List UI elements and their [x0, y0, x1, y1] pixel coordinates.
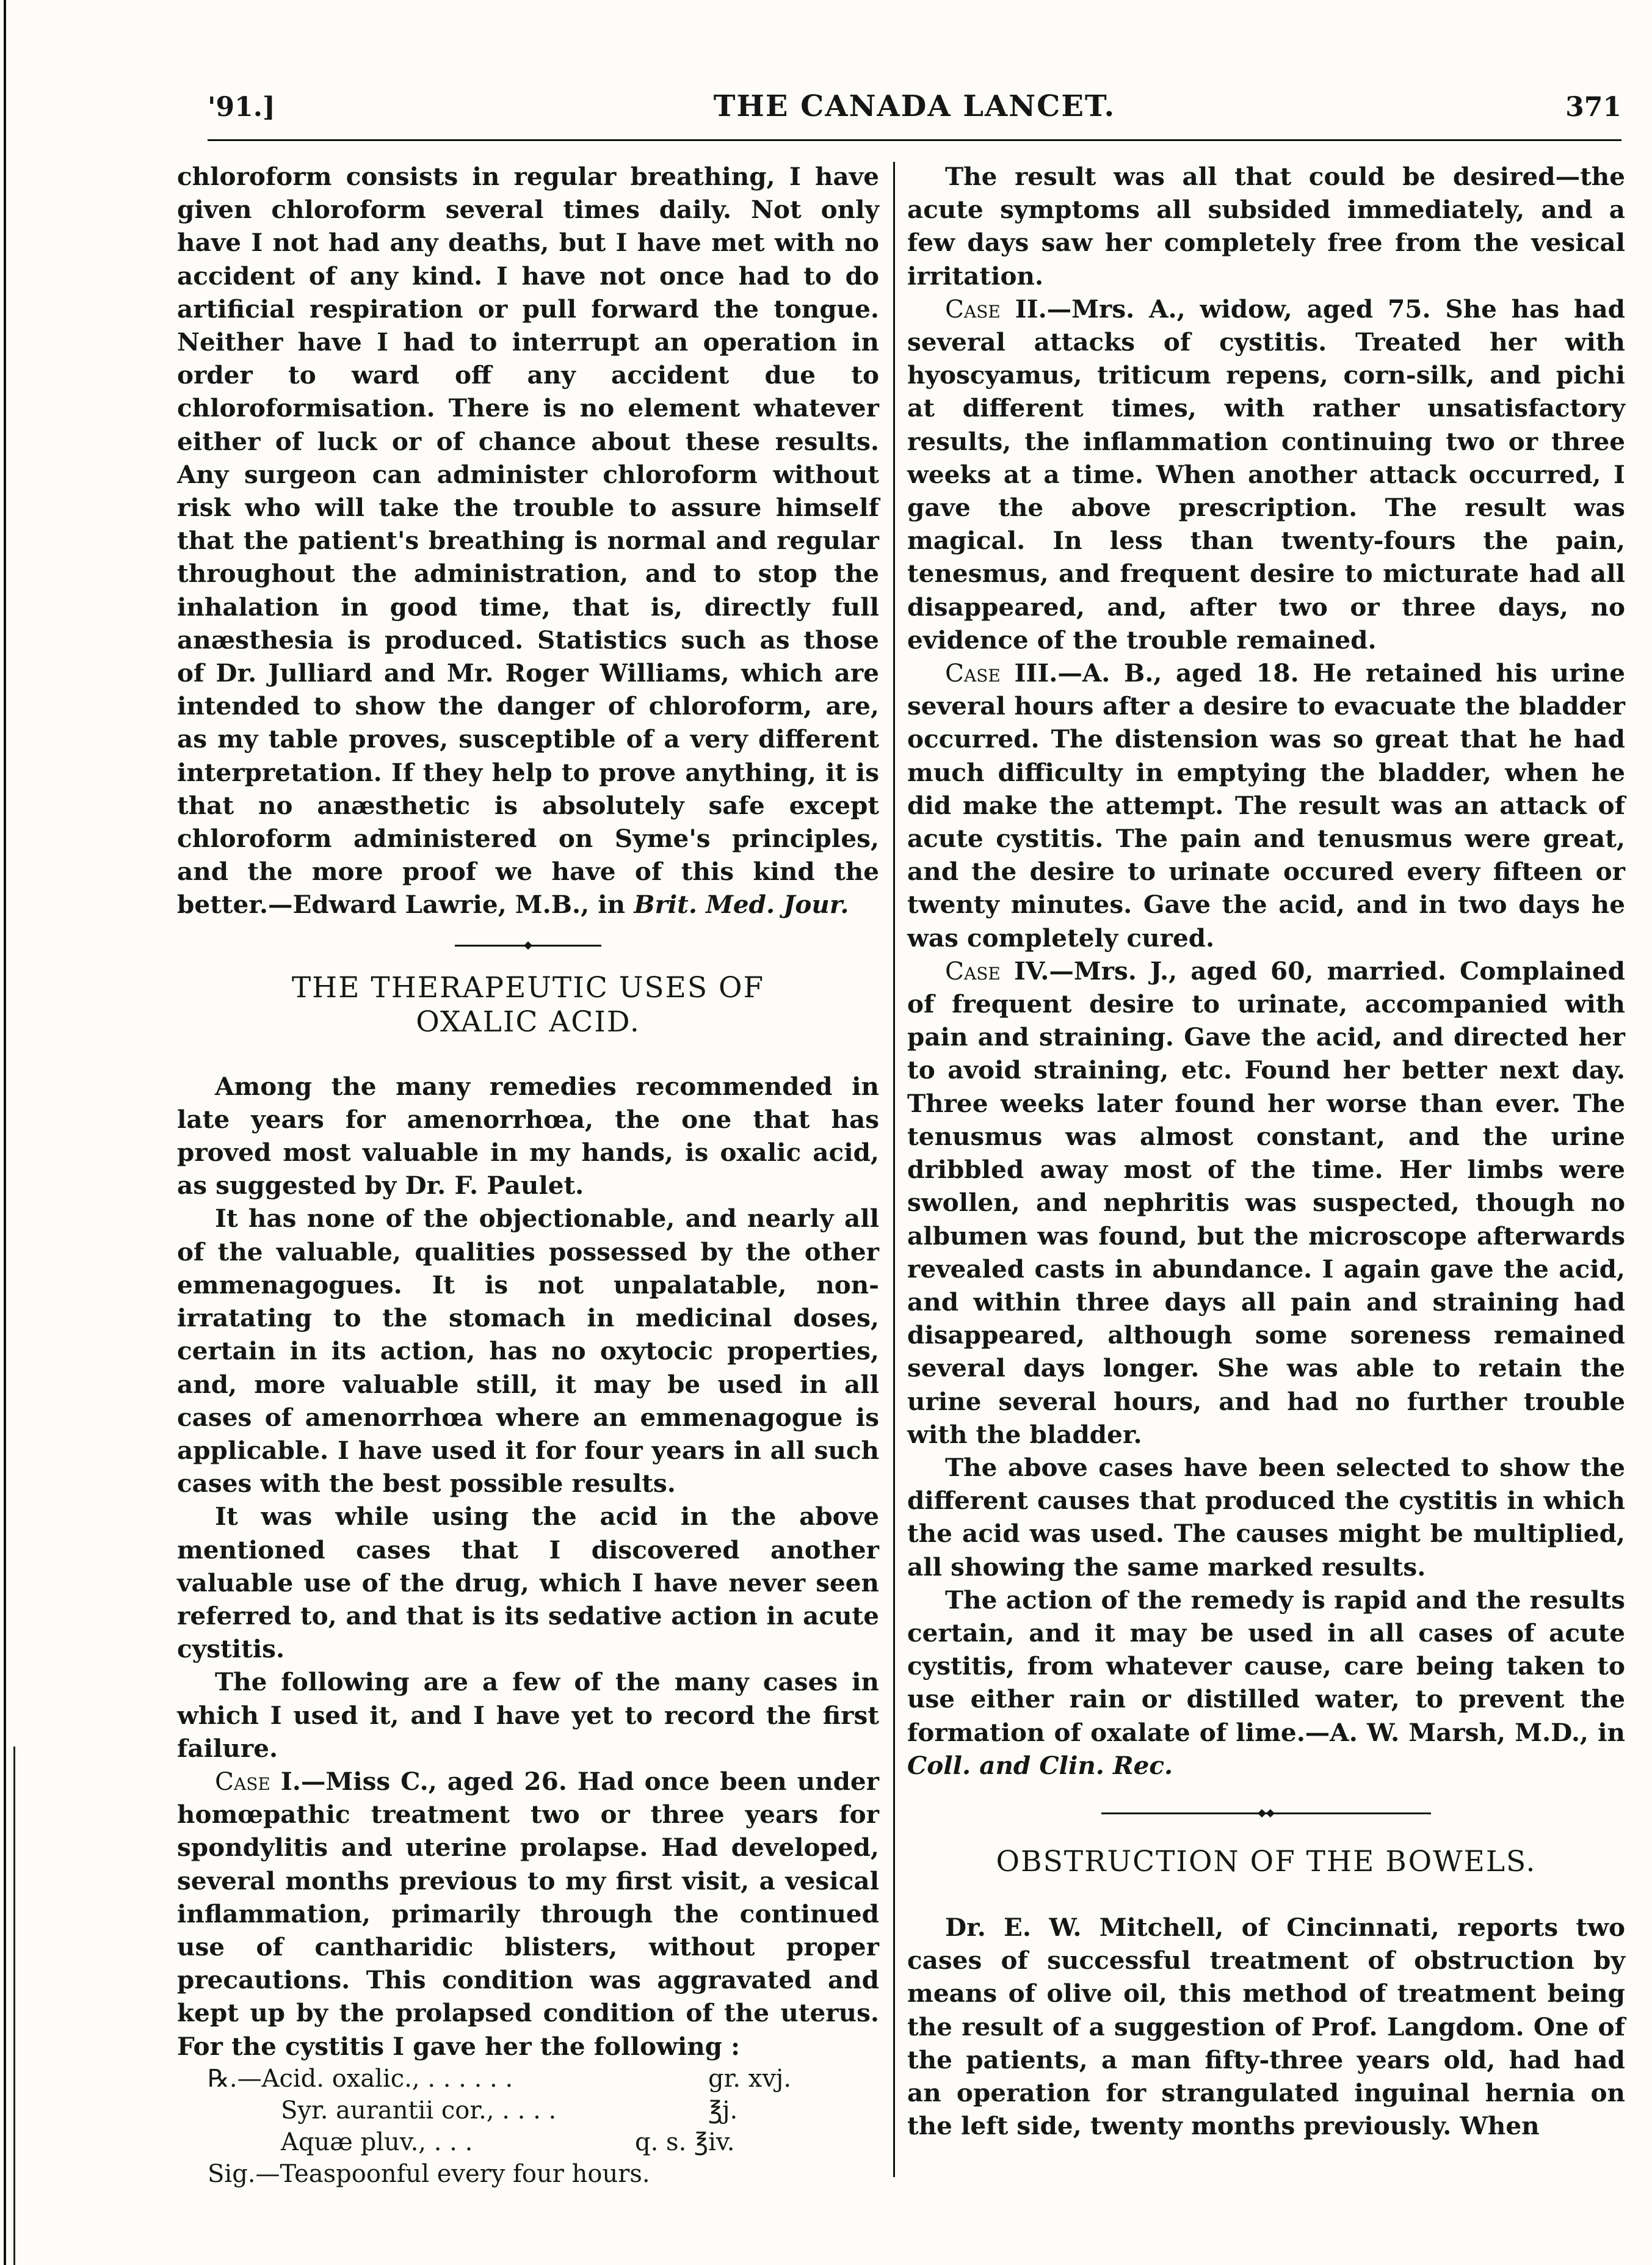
paragraph: The following are a few of the many cases in which I used it, and I have yet to record the first failure.: [177, 1667, 879, 1763]
prescription-qty: gr. xvj.: [708, 2064, 792, 2093]
paragraph: Dr. E. W. Mitchell, of Cincinnati, reports two cases of successful treatment of obstruction by means of olive oil, this method of treatment being the result of a suggestion of Prof. Langdom. One of the patients, a man fifty-three years old, had had an operation for strangulated inguinal hernia on the left side, twenty months previously. When: [907, 1912, 1625, 2141]
prescription-line: [208, 2126, 879, 2158]
case-text: I.—Miss C., aged 26. Had once been under homœpathic treatment two or three years for spondylitis and uterine prolapse. Had developed, several months previous to my first visit, a vesical inflammation, primarily through the continued use of cantharidic blisters, without proper precautions. This condition was aggravated and kept up by the prolapsed condition of the uterus. For the cystitis I gave her the following :: [177, 1766, 880, 2061]
sig-text: Sig.—Teaspoonful every four hours.: [208, 2159, 650, 2188]
article-heading-line2: OXALIC ACID.: [416, 1005, 640, 1039]
prescription-drug: Syr. aurantii cor., . . . .: [281, 2096, 557, 2125]
page-header: [208, 89, 1621, 128]
journal-title: THE CANADA LANCET.: [713, 89, 1116, 123]
scan-edge-line: [4, 0, 6, 2265]
case-label: Case: [945, 294, 1001, 324]
prescription-qty: ℥j.: [708, 2096, 738, 2125]
paragraph: The result was all that could be desired—the acute symptoms all subsided immediately, and a few days saw her completely free from the vesical irritation.: [907, 162, 1625, 291]
right-column: [907, 160, 1625, 2142]
case-paragraph: [907, 293, 1625, 656]
paragraph: [907, 1583, 1625, 1782]
left-column: [177, 160, 879, 2190]
paragraph: The above cases have been selected to show the different causes that produced the cystitis in which the acid was used. The causes might be multiplied, all showing the same marked results.: [907, 1452, 1625, 1582]
source-citation: Brit. Med. Jour.: [634, 890, 849, 920]
paragraph: [177, 160, 879, 922]
case-paragraph: [907, 954, 1625, 1451]
prescription: [177, 2063, 879, 2190]
article-heading: OBSTRUCTION OF THE BOWELS.: [996, 1844, 1537, 1878]
paragraph: It has none of the objectionable, and nearly all of the valuable, qualities possessed by the other emmenagogues. It is not unpalatable, non-irratating to the stomach in medicinal doses, certain in its action, has no oxytocic properties, and, more valuable still, it may be used in all cases of amenorrhœa where an emmenagogue is applicable. I have used it for four years in all such cases with the best possible results.: [177, 1204, 879, 1499]
prescription-drug: Aquæ pluv., . . .: [281, 2128, 473, 2156]
case-text: III.—A. B., aged 18. He retained his urine several hours after a desire to evacuate the bladder occurred. The distension was so great that he had much difficulty in emptying the bladder, when he did make the attempt. The result was an attack of acute cystitis. The pain and tenusmus were great, and the desire to urinate occured every fifteen or twenty minutes. Gave the acid, and in two days he was completely cured.: [907, 658, 1625, 953]
action-text: The action of the remedy is rapid and the results certain, and it may be used in all cases of acute cystitis, from whatever cause, care being taken to use either rain or distilled water, to prevent the formation of oxalate of lime.—A. W. Marsh, M.D., in: [907, 1585, 1625, 1747]
case-label: Case: [945, 658, 1001, 688]
scan-edge-line-lower: [13, 1747, 15, 2265]
page-number: 371: [1565, 92, 1621, 123]
section-separator: ◆◆: [1101, 1812, 1431, 1814]
paragraph: It was while using the acid in the above mentioned cases that I discovered another valuable use of the drug, which I have never seen referred to, and that is its sedative action in acute cystitis.: [177, 1502, 879, 1664]
article-heading-line1: THE THERAPEUTIC USES OF: [291, 970, 765, 1005]
case-text: IV.—Mrs. J., aged 60, married. Complained of frequent desire to urinate, accompanied with pain and straining. Gave the acid, and directed her to avoid straining, etc. Found her better next day. Three weeks later found her worse than ever. The tenusmus was almost constant, and the urine dribbled away most of the time. Her limbs were swollen, and nephritis was suspected, though no albumen was found, but the microscope afterwards revealed casts in abundance. I again gave the acid, and within three days all pain and straining had disappeared, although some soreness remained several days longer. She was able to retain the urine several hours, and had no further trouble with the bladder.: [907, 956, 1625, 1449]
case-label: Case: [215, 1766, 270, 1796]
column-divider: [893, 162, 895, 2177]
prescription-qty: q. s. ℥iv.: [635, 2128, 735, 2156]
case-paragraph: [177, 1765, 879, 2063]
prescription-line: [208, 2095, 879, 2126]
prescription-line: [208, 2063, 879, 2095]
case-label: Case: [945, 956, 1001, 986]
prescription-drug: ℞.—Acid. oxalic., . . . . . .: [208, 2064, 513, 2093]
paragraph: Among the many remedies recommended in late years for amenorrhœa, the one that has proved most valuable in my hands, is oxalic acid, as suggested by Dr. F. Paulet.: [177, 1071, 879, 1201]
case-paragraph: [907, 656, 1625, 954]
prescription-sig: [208, 2158, 879, 2190]
source-citation: Coll. and Clin. Rec.: [907, 1750, 1173, 1780]
header-rule: [208, 139, 1621, 141]
case-text: II.—Mrs. A., widow, aged 75. She has had several attacks of cystitis. Treated her with hyoscyamus, triticum repens, corn-silk, and pichi at different times, with rather unsatisfactory results, the inflammation continuing two or three weeks at a time. When another attack occurred, I gave the above prescription. The result was magical. In less than twenty-fours the pain, tenesmus, and frequent desire to micturate had all disappeared, and, after two or three days, no evidence of the trouble remained.: [907, 294, 1625, 655]
chloroform-text: chloroform consists in regular breathing, I have given chloroform several times daily. Not only have I not had any deaths, but I have met with no accident of any kind. I have not once had to do artificial respiration or pull forward the tongue. Neither have I had to interrupt an operation in order to ward off any accident due to chloroformisation. There is no element whatever either of luck or of chance about these results. Any surgeon can administer chloroform without risk who will take the trouble to assure himself that the patient's breathing is normal and regular throughout the administration, and to stop the inhalation in good time, that is, directly full anæsthesia is produced. Statistics such as those of Dr. Julliard and Mr. Roger Williams, which are intended to show the danger of chloroform, are, as my table proves, susceptible of a very different interpretation. If they help to prove anything, it is that no anæsthetic is absolutely safe except chloroform administered on Syme's principles, and the more proof we have of this kind the better.—Edward Lawrie, M.B., in: [177, 162, 879, 920]
issue-year: '91.]: [208, 92, 275, 123]
section-separator: ◆: [455, 945, 601, 947]
